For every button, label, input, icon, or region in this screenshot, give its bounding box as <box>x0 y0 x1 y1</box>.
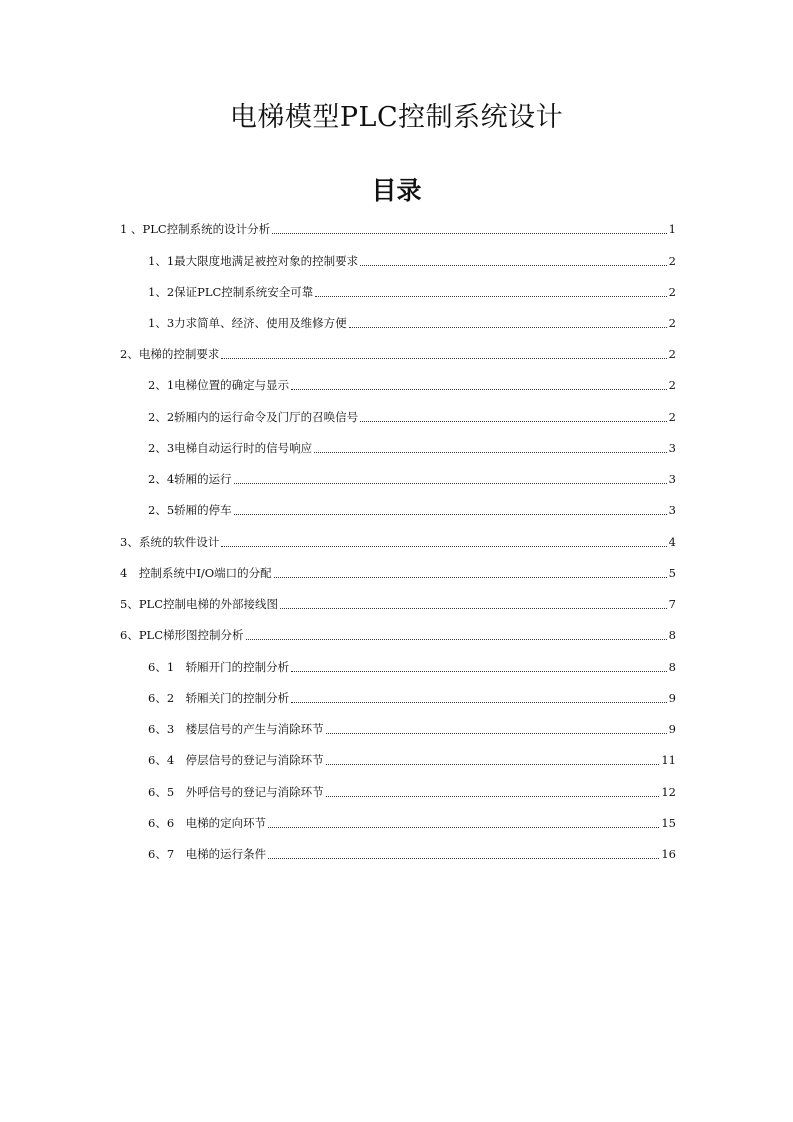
toc-entry-page: 3 <box>668 441 676 455</box>
toc-entry-label: 5、PLC控制电梯的外部接线图 <box>120 597 278 611</box>
toc-entry[interactable] <box>148 748 676 768</box>
toc-entry[interactable] <box>148 655 676 675</box>
toc-dot-leader <box>272 233 667 234</box>
toc-entry-page: 3 <box>668 503 676 517</box>
toc-entry-label: 6、1 轿厢开门的控制分析 <box>148 660 290 674</box>
toc-entry-label: 6、5 外呼信号的登记与消除环节 <box>148 785 324 799</box>
toc-dot-leader <box>360 421 667 422</box>
toc-entry[interactable] <box>148 467 676 487</box>
toc-entry-page: 8 <box>668 660 676 674</box>
toc-entry-page: 7 <box>668 597 676 611</box>
toc-entry-label: 2、3电梯自动运行时的信号响应 <box>148 441 313 455</box>
toc-entry-page: 2 <box>668 378 676 392</box>
toc-entry-page: 3 <box>668 472 676 486</box>
toc-dot-leader <box>326 796 660 797</box>
toc-dot-leader <box>326 733 667 734</box>
toc-entry-label: 6、2 轿厢关门的控制分析 <box>148 691 290 705</box>
toc-entry-page: 9 <box>668 691 676 705</box>
toc-entry-page: 11 <box>661 753 676 767</box>
toc-dot-leader <box>291 702 667 703</box>
toc-entry[interactable] <box>148 405 676 425</box>
toc-entry-label: 1、1最大限度地满足被控对象的控制要求 <box>148 254 359 268</box>
toc-dot-leader <box>360 265 667 266</box>
toc-entry-label: 6、3 楼层信号的产生与消除环节 <box>148 722 324 736</box>
toc-dot-leader <box>291 389 667 390</box>
toc-entry-page: 9 <box>668 722 676 736</box>
toc-dot-leader <box>221 546 666 547</box>
toc-heading: 目录 <box>371 176 422 205</box>
toc-dot-leader <box>280 608 667 609</box>
toc-dot-leader <box>314 452 667 453</box>
toc-entry-label: 2、4轿厢的运行 <box>148 472 232 486</box>
document-title: 电梯模型PLC控制系统设计 <box>229 102 564 133</box>
toc-entry-page: 2 <box>668 285 676 299</box>
toc-entry-page: 4 <box>668 535 676 549</box>
toc-entry-label: 6、PLC梯形图控制分析 <box>120 628 244 642</box>
toc-entry-page: 8 <box>668 628 676 642</box>
toc-entry-page: 1 <box>668 222 676 236</box>
toc-dot-leader <box>268 858 659 859</box>
toc-entry[interactable] <box>148 686 676 706</box>
toc-entry[interactable] <box>120 623 676 643</box>
toc-entry-label: 1、3力求简单、经济、使用及维修方便 <box>148 316 347 330</box>
toc-entry[interactable] <box>148 780 676 800</box>
toc-dot-leader <box>349 327 667 328</box>
toc-entry[interactable] <box>120 592 676 612</box>
toc-entry-label: 6、7 电梯的运行条件 <box>148 847 267 861</box>
toc-entry[interactable] <box>120 217 676 237</box>
toc-entry[interactable] <box>148 811 676 831</box>
toc-entry[interactable] <box>148 311 676 331</box>
toc-entry[interactable] <box>120 561 676 581</box>
toc-dot-leader <box>234 514 667 515</box>
toc-entry-page: 2 <box>668 316 676 330</box>
toc-entry-page: 2 <box>668 347 676 361</box>
toc-entry-page: 15 <box>661 816 676 830</box>
toc-entry-label: 3、系统的软件设计 <box>120 535 220 549</box>
toc-entry[interactable] <box>148 498 676 518</box>
toc-entry-label: 2、电梯的控制要求 <box>120 347 220 361</box>
toc-entry[interactable] <box>120 342 676 362</box>
toc-dot-leader <box>246 639 667 640</box>
toc-entry-label: 1、2保证PLC控制系统安全可靠 <box>148 285 314 299</box>
toc-entry[interactable] <box>148 373 676 393</box>
toc-dot-leader <box>221 358 666 359</box>
toc-dot-leader <box>274 577 667 578</box>
toc-entry-page: 12 <box>661 785 676 799</box>
toc-entry-label: 2、2轿厢内的运行命令及门厅的召唤信号 <box>148 410 359 424</box>
toc-dot-leader <box>268 827 659 828</box>
toc-entry-label: 4 控制系统中I/O端口的分配 <box>120 566 272 580</box>
toc-entry[interactable] <box>148 249 676 269</box>
toc-entry-page: 16 <box>661 847 676 861</box>
toc-entry[interactable] <box>148 842 676 862</box>
toc-entry[interactable] <box>120 530 676 550</box>
toc-entry[interactable] <box>148 436 676 456</box>
toc-dot-leader <box>291 671 667 672</box>
toc-entry[interactable] <box>148 717 676 737</box>
toc-entry-label: 1 、PLC控制系统的设计分析 <box>120 222 271 236</box>
toc-entry-page: 2 <box>668 410 676 424</box>
toc-entry-label: 2、5轿厢的停车 <box>148 503 232 517</box>
toc-dot-leader <box>315 296 666 297</box>
toc-dot-leader <box>326 764 660 765</box>
toc-entry-page: 2 <box>668 254 676 268</box>
toc-entry[interactable] <box>148 280 676 300</box>
toc-entry-page: 5 <box>668 566 676 580</box>
toc-entry-label: 6、6 电梯的定向环节 <box>148 816 267 830</box>
toc-dot-leader <box>234 483 667 484</box>
toc-entry-label: 2、1电梯位置的确定与显示 <box>148 378 290 392</box>
toc-entry-label: 6、4 停层信号的登记与消除环节 <box>148 753 324 767</box>
